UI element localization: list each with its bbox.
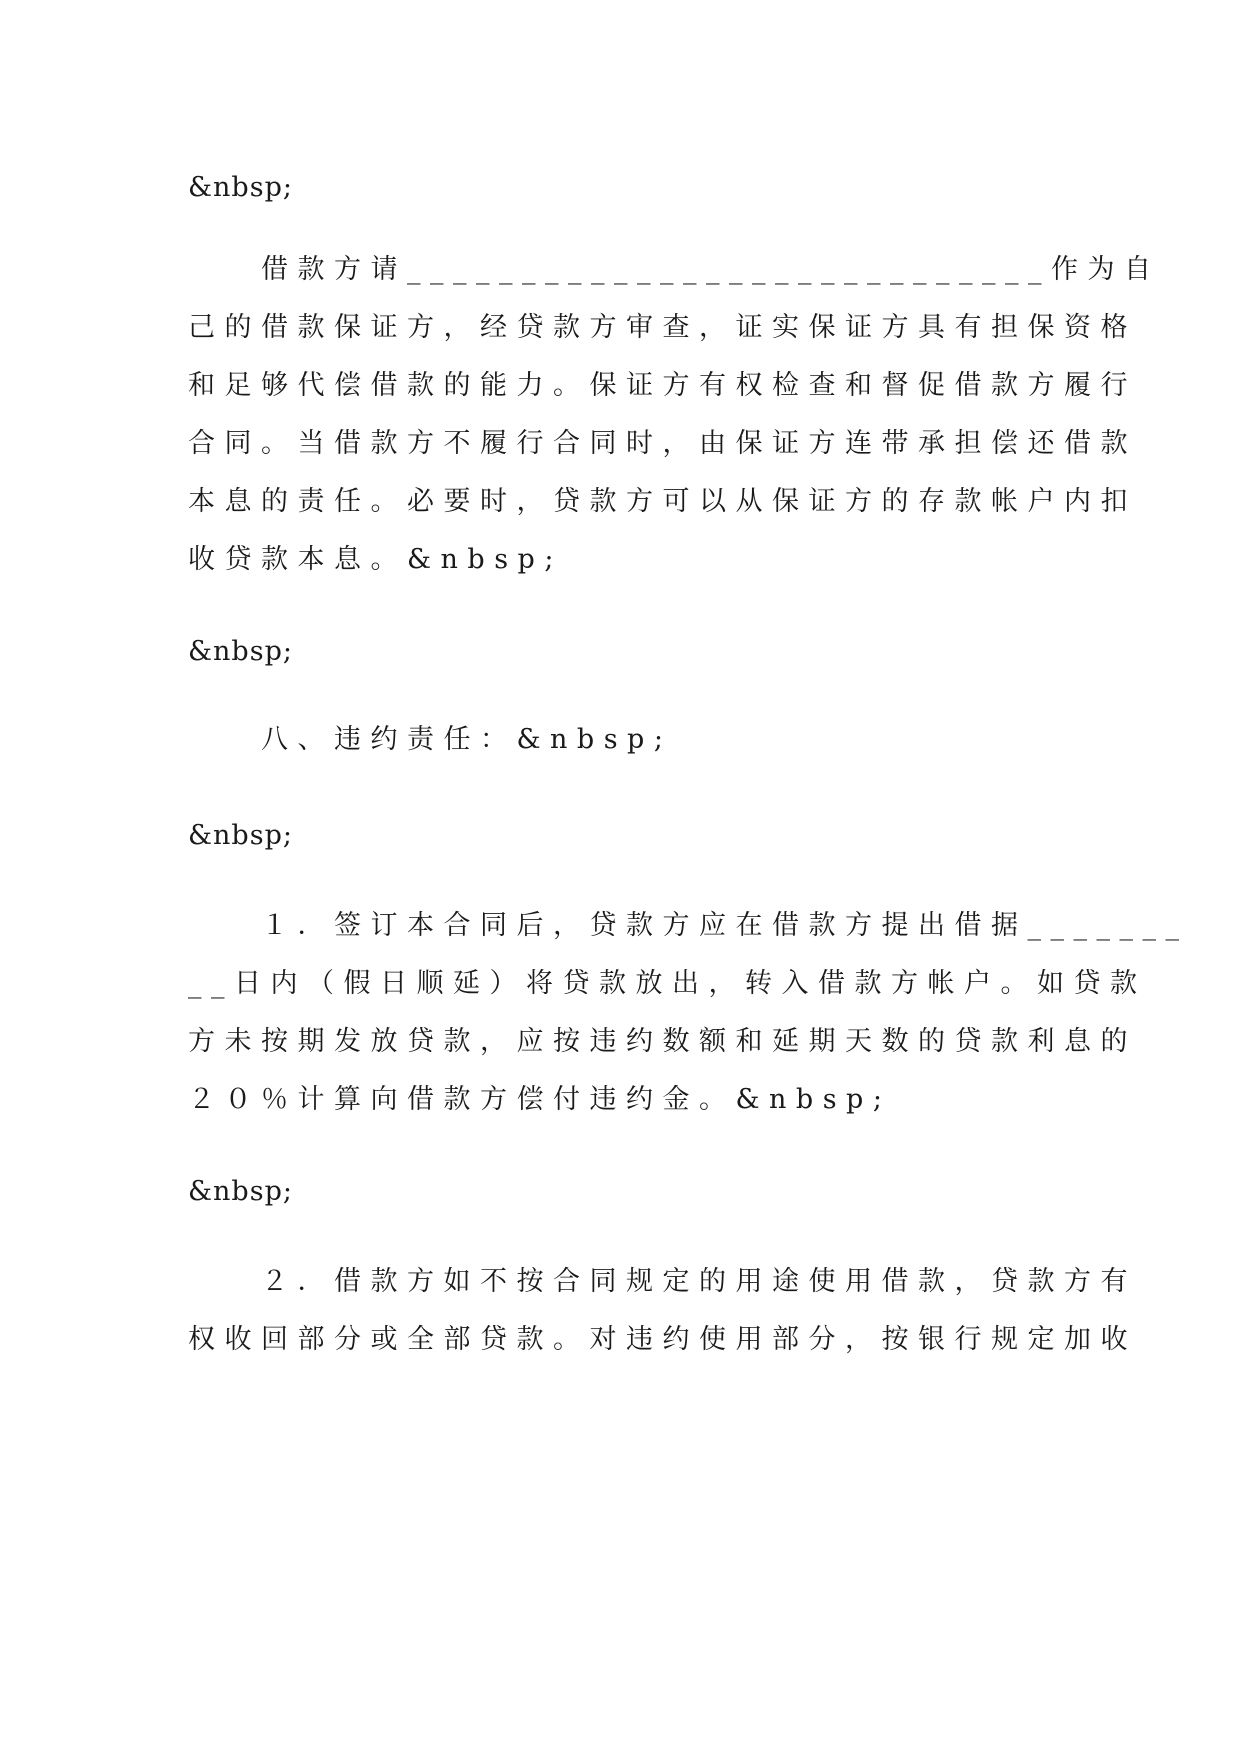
text-line: １．签订本合同后，贷款方应在借款方提出借据_______: [188, 910, 1189, 941]
text-line: &nbsp;: [188, 1176, 293, 1207]
text-line: &nbsp;: [188, 636, 293, 667]
section-heading: 八、违约责任：&nbsp;: [188, 724, 673, 755]
text-line: 合同。当借款方不履行合同时，由保证方连带承担偿还借款: [188, 428, 1137, 459]
text-line: ２．借款方如不按合同规定的用途使用借款，贷款方有: [188, 1266, 1137, 1297]
text-line: 和足够代偿借款的能力。保证方有权检查和督促借款方履行: [188, 370, 1137, 401]
text-line: 方未按期发放贷款，应按违约数额和延期天数的贷款利息的: [188, 1026, 1137, 1057]
text-line: &nbsp;: [188, 820, 293, 851]
text-line: __日内（假日顺延）将贷款放出，转入借款方帐户。如贷款: [188, 968, 1147, 999]
text-line: 收贷款本息。&nbsp;: [188, 544, 563, 575]
text-line: ２０％计算向借款方偿付违约金。&nbsp;: [188, 1084, 892, 1115]
text-line: 权收回部分或全部贷款。对违约使用部分，按银行规定加收: [188, 1324, 1137, 1355]
text-line: 本息的责任。必要时，贷款方可以从保证方的存款帐户内扣: [188, 486, 1137, 517]
text-line: 己的借款保证方，经贷款方审查，证实保证方具有担保资格: [188, 312, 1137, 343]
text-line: 借款方请____________________________作为自: [188, 254, 1161, 285]
text-line: &nbsp;: [188, 172, 293, 203]
